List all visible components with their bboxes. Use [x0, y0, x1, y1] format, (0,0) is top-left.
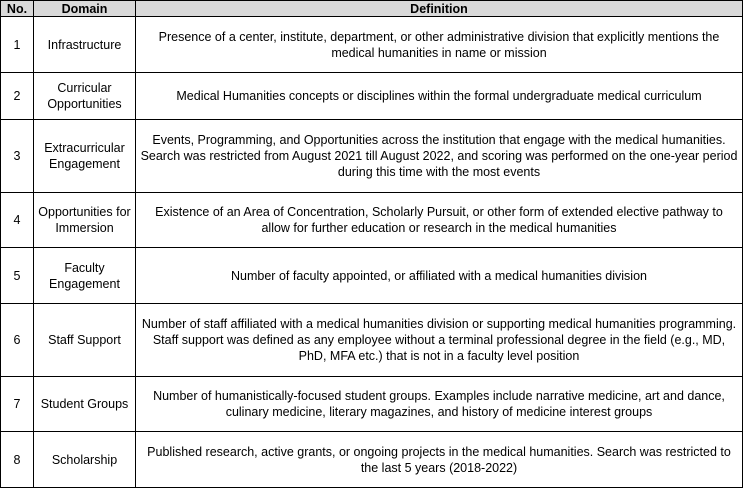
row-domain: Extracurricular Engagement — [34, 120, 136, 193]
table-row — [1, 248, 743, 304]
table-row — [1, 17, 743, 73]
row-domain: Scholarship — [34, 432, 136, 488]
row-domain: Faculty Engagement — [34, 248, 136, 304]
table-row — [1, 432, 743, 488]
row-number: 6 — [1, 304, 34, 377]
row-definition: Presence of a center, institute, department, or other administrative division that explicitly mentions the medical humanities in name or mission — [136, 17, 743, 73]
row-number: 3 — [1, 120, 34, 193]
row-domain: Opportunities for Immersion — [34, 193, 136, 248]
row-definition: Medical Humanities concepts or disciplines within the formal undergraduate medical curriculum — [136, 73, 743, 120]
row-definition: Events, Programming, and Opportunities across the institution that engage with the medical humanities. Search was restricted from August 2021 till August 2022, and scoring was performed on the one-year period during this time with the most events — [136, 120, 743, 193]
table-row — [1, 304, 743, 377]
row-domain: Curricular Opportunities — [34, 73, 136, 120]
row-domain: Student Groups — [34, 377, 136, 432]
header-row — [1, 1, 743, 17]
row-number: 4 — [1, 193, 34, 248]
row-domain: Staff Support — [34, 304, 136, 377]
header-definition: Definition — [136, 1, 743, 17]
row-number: 8 — [1, 432, 34, 488]
header-domain: Domain — [34, 1, 136, 17]
row-definition: Published research, active grants, or ongoing projects in the medical humanities. Search was restricted to the last 5 years (2018-2022) — [136, 432, 743, 488]
row-domain: Infrastructure — [34, 17, 136, 73]
table-row — [1, 377, 743, 432]
header-no: No. — [1, 1, 34, 17]
row-definition: Number of faculty appointed, or affiliated with a medical humanities division — [136, 248, 743, 304]
table-row — [1, 73, 743, 120]
row-number: 2 — [1, 73, 34, 120]
row-definition: Number of humanistically-focused student groups. Examples include narrative medicine, art and dance, culinary medicine, literary magazines, and history of medicine interest groups — [136, 377, 743, 432]
row-definition: Number of staff affiliated with a medical humanities division or supporting medical humanities programming. Staff support was defined as any employee without a terminal professional degree in the field (e.g., MD, PhD, MFA etc.) that is not in a faculty level position — [136, 304, 743, 377]
table-row — [1, 193, 743, 248]
row-definition: Existence of an Area of Concentration, Scholarly Pursuit, or other form of extended elective pathway to allow for further education or research in the medical humanities — [136, 193, 743, 248]
row-number: 7 — [1, 377, 34, 432]
row-number: 1 — [1, 17, 34, 73]
row-number: 5 — [1, 248, 34, 304]
table-row — [1, 120, 743, 193]
